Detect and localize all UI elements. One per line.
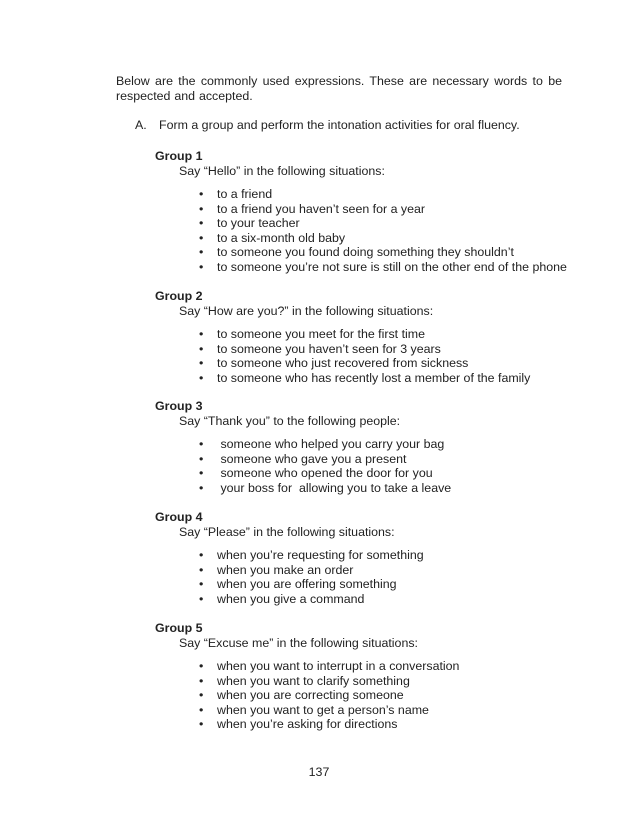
group-instruction: Say “How are you?” in the following situations: — [179, 304, 434, 318]
list-item: • to a friend you haven’t seen for a year — [199, 201, 426, 216]
bullet-icon: • — [199, 688, 204, 703]
list-item: • when you are offering something — [199, 577, 397, 592]
bullet-icon: • — [199, 702, 204, 717]
group-1-section — [155, 149, 567, 275]
page-number: 137 — [308, 765, 330, 779]
group-title: Group 5 — [155, 621, 203, 635]
bullet-icon: • — [199, 548, 204, 562]
list-item: • to someone you haven’t seen for 3 years — [199, 341, 441, 356]
bullet-icon: • — [199, 659, 204, 673]
bullet-icon: • — [199, 245, 204, 260]
list-item: • to someone you found doing something they shouldn’t — [199, 245, 514, 260]
list-item: • when you want to interrupt in a conversation — [199, 659, 460, 673]
bullet-icon: • — [199, 577, 204, 592]
bullet-icon: • — [199, 327, 204, 341]
group-title: Group 2 — [155, 289, 203, 303]
bullet-icon: • — [199, 437, 204, 451]
situation-list — [155, 187, 567, 275]
list-item: • to someone who just recovered from sickness — [199, 356, 469, 371]
situation-list — [155, 548, 424, 606]
situation-list — [155, 659, 459, 732]
list-item: • someone who gave you a present — [199, 451, 407, 466]
bullet-icon: • — [199, 216, 204, 231]
list-item: • when you’re asking for directions — [199, 717, 398, 732]
list-item: • to a six-month old baby — [199, 230, 346, 245]
group-instruction: Say “Excuse me” in the following situations: — [179, 636, 418, 650]
bullet-icon: • — [199, 480, 204, 495]
list-item: • when you want to clarify something — [199, 673, 410, 688]
activity-instruction — [135, 118, 520, 133]
list-item: • when you want to get a person’s name — [199, 702, 429, 717]
list-item: • to your teacher — [199, 216, 300, 231]
list-item: • when you’re requesting for something — [199, 548, 424, 562]
bullet-icon: • — [199, 717, 204, 732]
group-title: Group 1 — [155, 149, 203, 163]
list-item: • when you make an order — [199, 562, 354, 577]
group-2-section — [155, 289, 530, 385]
group-instruction: Say “Please” in the following situations: — [179, 525, 395, 539]
list-item: • to someone who has recently lost a member of the family — [199, 370, 531, 385]
list-item: • someone who helped you carry your bag — [199, 437, 445, 451]
list-item: • when you are correcting someone — [199, 688, 404, 703]
intro-paragraph: Below are the commonly used expressions. These are necessary words to be respected and accepted. — [116, 74, 562, 103]
bullet-icon: • — [199, 466, 204, 481]
list-item: • when you give a command — [199, 591, 365, 606]
activity-text: Form a group and perform the intonation activities for oral fluency. — [159, 118, 520, 132]
situation-list — [155, 327, 530, 385]
list-item: • to someone you’re not sure is still on the other end of the phone — [199, 259, 567, 274]
group-title: Group 4 — [155, 510, 203, 524]
bullet-icon: • — [199, 370, 204, 385]
group-instruction: Say “Thank you” to the following people: — [179, 414, 401, 428]
group-4-section — [155, 510, 424, 606]
people-list — [155, 437, 451, 495]
bullet-icon: • — [199, 259, 204, 274]
list-item: • your boss for allowing you to take a leave — [199, 480, 452, 495]
activity-letter: A. — [135, 118, 147, 132]
bullet-icon: • — [199, 591, 204, 606]
bullet-icon: • — [199, 230, 204, 245]
list-item: • to a friend — [199, 187, 273, 201]
bullet-icon: • — [199, 187, 204, 201]
bullet-icon: • — [199, 356, 204, 371]
bullet-icon: • — [199, 341, 204, 356]
group-title: Group 3 — [155, 399, 203, 413]
bullet-icon: • — [199, 451, 204, 466]
group-5-section — [155, 621, 459, 732]
bullet-icon: • — [199, 201, 204, 216]
bullet-icon: • — [199, 562, 204, 577]
group-3-section — [155, 399, 451, 495]
list-item: • to someone you meet for the first time — [199, 327, 425, 341]
group-instruction: Say “Hello” in the following situations: — [179, 164, 385, 178]
bullet-icon: • — [199, 673, 204, 688]
list-item: • someone who opened the door for you — [199, 466, 433, 481]
